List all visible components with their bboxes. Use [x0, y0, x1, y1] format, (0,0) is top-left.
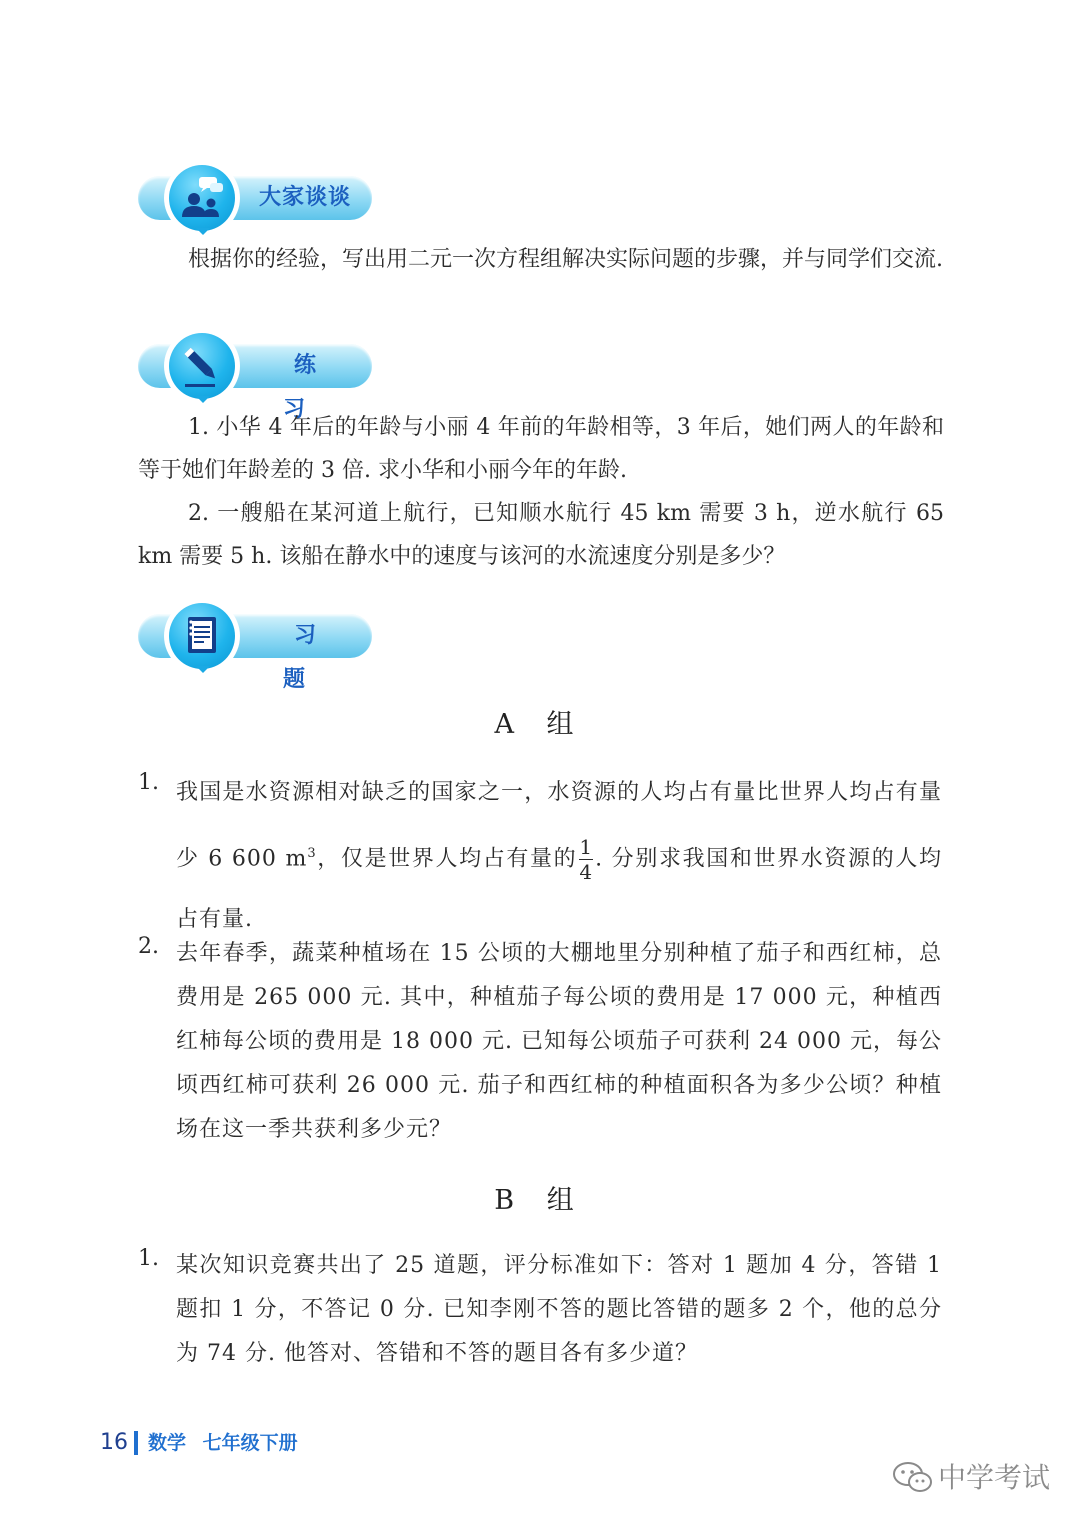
watermark-text: 中学考试 — [938, 1461, 1051, 1494]
banner-arrow — [196, 666, 210, 673]
group-b-title: B 组 — [494, 1185, 586, 1216]
exercise-text: 某次知识竞赛共出了 25 道题，评分标准如下：答对 1 题加 4 分，答错 1 题扣 1 分，不答记 0 分. 已知李刚不答的题比答错的题多 2 个，他的总分为 74 分. 他答对、答错和不答的题目各有多少道？ — [176, 1253, 942, 1366]
practice-item-1: 1. 小华 4 年后的年龄与小丽 4 年前的年龄相等，3 年后，她们两人的年龄和等于她们年龄差的 3 倍. 求小华和小丽今年的年龄. — [138, 415, 944, 483]
exercise-text-middle: ，仅是世界人均占有量的 — [316, 846, 578, 872]
exercise-number: 1. — [138, 770, 159, 795]
superscript-3: 3 — [307, 846, 317, 861]
practice-title: 练 习 — [282, 353, 338, 422]
practice-item-2: 2. 一艘船在某河道上航行，已知顺水航行 45 km 需要 3 h，逆水航行 65 km 需要 5 h. 该船在静水中的速度与该河的水流速度分别是多少？ — [138, 501, 944, 569]
exercises-title: 习 题 — [282, 623, 338, 692]
exercise-text — [176, 762, 942, 950]
practice-banner — [138, 328, 374, 422]
footer-divider — [134, 1431, 138, 1455]
exercise-text: 去年春季，蔬菜种植场在 15 公顷的大棚地里分别种植了茄子和西红柿，总费用是 265 000 元. 其中，种植茄子每公顷的费用是 17 000 元，种植西红柿每公顷的费用是 18 000 元. 已知每公顷茄子可获利 24 000 元，每公顷西红柿可获利 26 000 元. 茄子和西红柿的种植面积各为多少公顷？种植场在这一季共获利多少元？ — [176, 941, 942, 1142]
discuss-banner — [138, 160, 374, 236]
exercise-text-after: . 分别求我国和世界水资源的人均占有量. — [176, 846, 942, 933]
fraction-numerator: 1 — [579, 834, 594, 859]
page-number: 16 — [100, 1430, 128, 1455]
exercise-text-before: 我国是水资源相对缺乏的国家之一，水资源的人均占有量比世界人均占有量少 6 600 m — [176, 780, 942, 872]
exercises-banner — [138, 598, 374, 692]
discuss-title: 大家谈谈 — [258, 185, 351, 210]
group-a-title: A 组 — [494, 709, 586, 740]
discuss-text: 根据你的经验，写出用二元一次方程组解决实际问题的步骤，并与同学们交流. — [188, 247, 943, 272]
banner-arrow — [196, 228, 210, 235]
book-title: 数学 七年级下册 — [148, 1432, 298, 1454]
pencil-icon — [177, 341, 227, 391]
exercise-number: 1. — [138, 1246, 159, 1271]
notebook-icon — [177, 611, 227, 661]
wechat-icon — [892, 1460, 934, 1496]
people-talking-icon — [177, 173, 227, 223]
fraction-denominator: 4 — [579, 859, 594, 884]
banner-arrow — [196, 396, 210, 403]
exercise-number: 2. — [138, 934, 159, 959]
fraction-one-quarter — [579, 835, 593, 884]
